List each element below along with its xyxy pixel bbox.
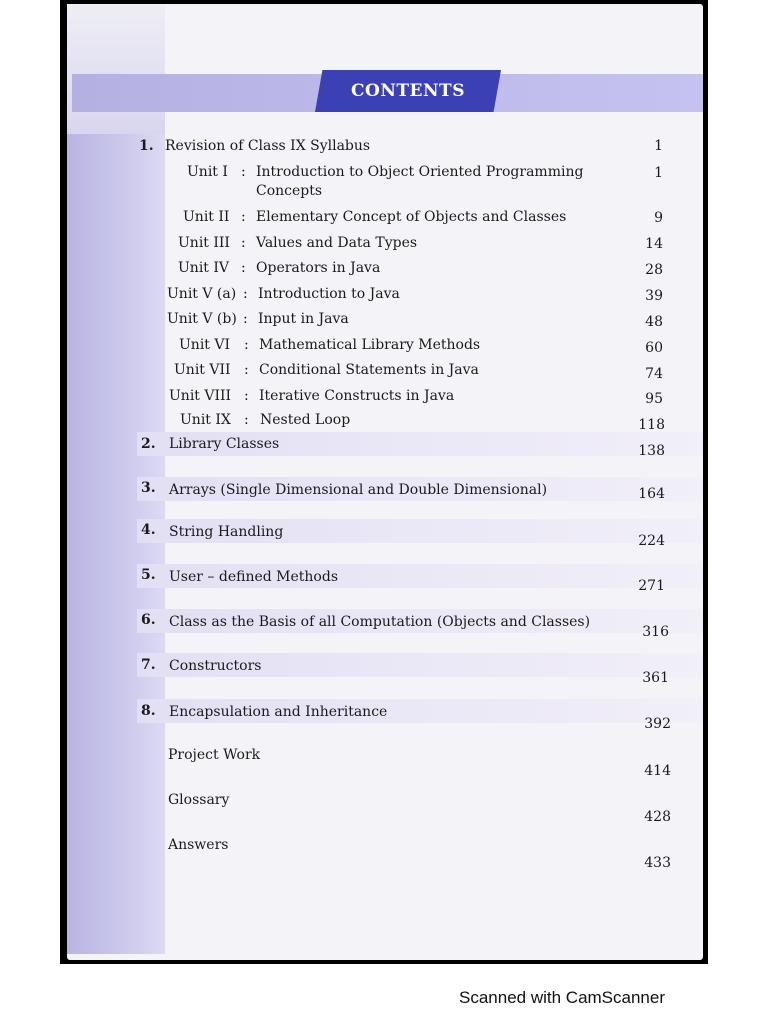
unit-label: Unit VIII: [169, 388, 232, 404]
contents-title: CONTENTS: [351, 81, 465, 101]
extra-title: Project Work: [168, 747, 261, 763]
chapter-title: String Handling: [169, 524, 284, 540]
chapter-number: 2.: [141, 436, 156, 452]
chapter-title: Revision of Class IX Syllabus: [165, 138, 371, 154]
unit-page: 14: [645, 236, 663, 252]
unit-label: Unit VI: [179, 337, 231, 353]
chapter-title: User – defined Methods: [169, 569, 338, 585]
unit-page: 48: [645, 314, 663, 330]
unit-title: Operators in Java: [256, 260, 381, 276]
unit-title: Conditional Statements in Java: [259, 362, 479, 378]
unit-separator: :: [244, 362, 249, 378]
unit-label: Unit III: [178, 235, 230, 251]
unit-title: Values and Data Types: [256, 235, 418, 251]
chapter-number: 4.: [141, 522, 156, 538]
chapter-title: Arrays (Single Dimensional and Double Dimensional): [169, 482, 548, 498]
unit-label: Unit II: [183, 209, 230, 225]
unit-page: 9: [654, 210, 663, 226]
unit-separator: :: [241, 209, 246, 225]
scanned-page: [60, 0, 708, 964]
unit-page: 1: [654, 165, 663, 181]
unit-title: Introduction to Java: [258, 286, 400, 302]
chapter-page: 316: [642, 624, 669, 640]
unit-label: Unit IV: [178, 260, 230, 276]
chapter-number: 6.: [141, 612, 156, 628]
unit-title: Nested Loop: [260, 412, 351, 428]
unit-title: Iterative Constructs in Java: [259, 388, 455, 404]
unit-separator: :: [243, 311, 248, 327]
unit-separator: :: [243, 286, 248, 302]
unit-label: Unit I: [187, 164, 228, 180]
unit-label: Unit VII: [174, 362, 231, 378]
unit-label: Unit IX: [180, 412, 231, 428]
chapter-number: 3.: [141, 480, 156, 496]
unit-page: 28: [645, 262, 663, 278]
unit-label: Unit V (b): [167, 311, 237, 327]
unit-title: Introduction to Object Oriented Programming: [256, 164, 584, 180]
unit-label: Unit V (a): [167, 286, 237, 302]
extra-page: 433: [644, 855, 671, 871]
extra-title: Answers: [168, 837, 229, 853]
unit-separator: :: [241, 235, 246, 251]
scanner-watermark: Scanned with CamScanner: [459, 988, 666, 1007]
unit-separator: :: [244, 412, 249, 428]
chapter-number: 1.: [139, 138, 154, 154]
chapter-title: Class as the Basis of all Computation (Objects and Classes): [169, 614, 591, 630]
unit-page: 60: [645, 340, 663, 356]
unit-page: 74: [645, 366, 663, 382]
chapter-page: 164: [638, 486, 665, 502]
page-margin-shade: [67, 4, 165, 134]
chapter-number: 7.: [141, 657, 156, 673]
unit-page: 39: [645, 288, 663, 304]
unit-title-continued: Concepts: [256, 183, 323, 199]
extra-page: 414: [644, 763, 671, 779]
chapter-page: 138: [638, 443, 665, 459]
chapter-page: 224: [638, 533, 665, 549]
chapter-title: Constructors: [169, 658, 262, 674]
unit-separator: :: [241, 260, 246, 276]
unit-title: Mathematical Library Methods: [259, 337, 481, 353]
unit-separator: :: [244, 388, 249, 404]
extra-title: Glossary: [168, 792, 230, 808]
unit-separator: :: [244, 337, 249, 353]
chapter-page: 271: [638, 578, 665, 594]
left-color-stripe: [67, 134, 165, 954]
chapter-title: Encapsulation and Inheritance: [169, 704, 388, 720]
extra-page: 428: [644, 809, 671, 825]
chapter-title: Library Classes: [169, 436, 280, 452]
chapter-number: 5.: [141, 567, 156, 583]
unit-separator: :: [241, 164, 246, 180]
book-page: [67, 4, 703, 960]
unit-title: Elementary Concept of Objects and Classes: [256, 209, 567, 225]
unit-page: 118: [638, 417, 665, 433]
chapter-page: 392: [644, 716, 671, 732]
unit-title: Input in Java: [258, 311, 349, 327]
chapter-page: 361: [642, 670, 669, 686]
chapter-page: 1: [654, 138, 663, 154]
chapter-number: 8.: [141, 703, 156, 719]
unit-page: 95: [645, 391, 663, 407]
